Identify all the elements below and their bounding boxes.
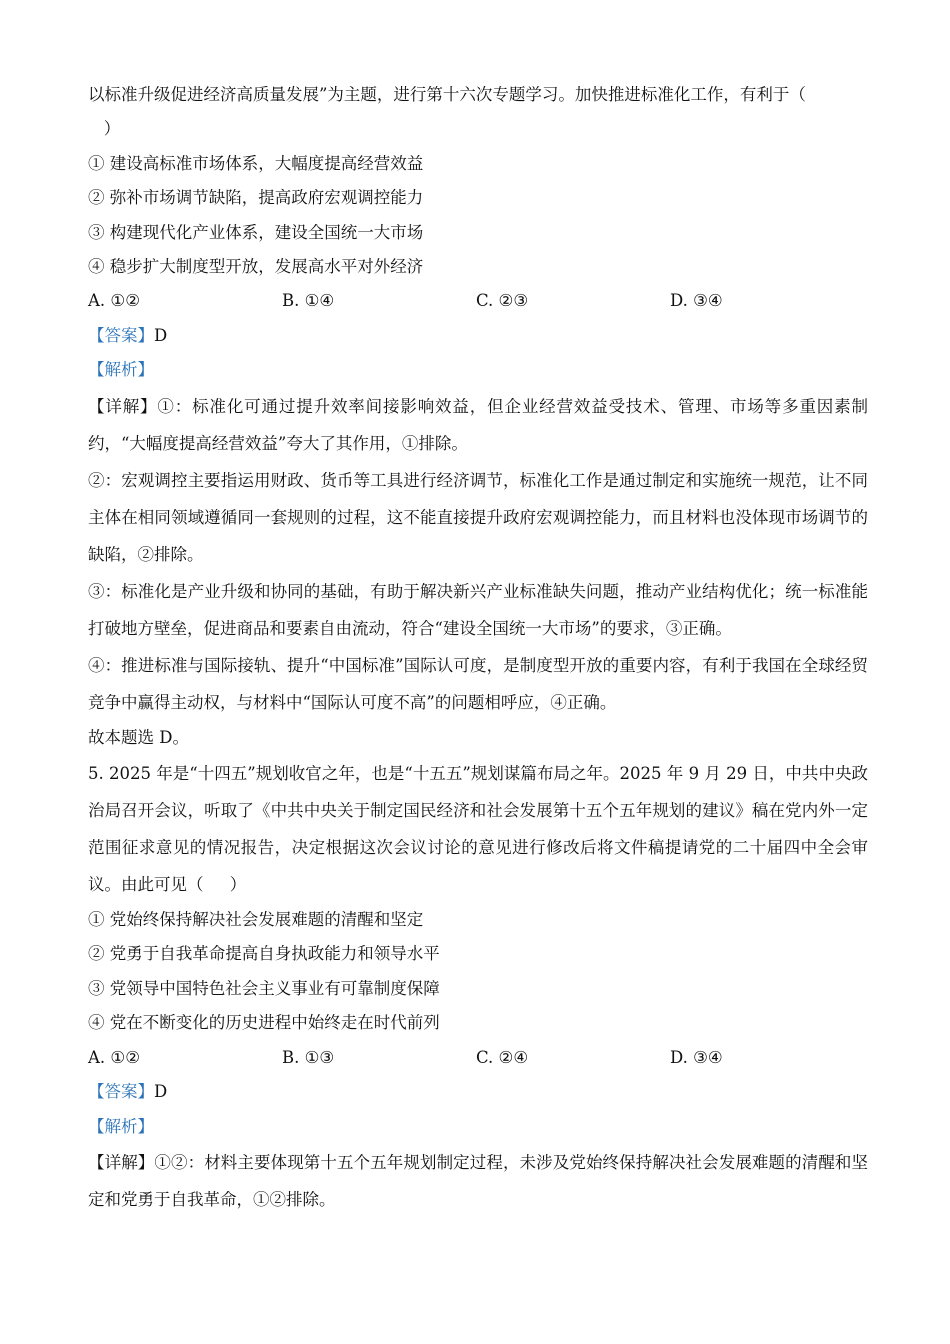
document-page bbox=[88, 78, 868, 1218]
q4-detail-1-text: ①：标准化可通过提升效率间接影响效益，但企业经营效益受技术、管理、市场等多重因素制约，“大幅度提高经营效益”夸大了其作用，①排除。 bbox=[88, 396, 869, 453]
q4-option-b: B. ①④ bbox=[282, 291, 335, 311]
q4-detail-tag: 【详解】 bbox=[88, 396, 158, 416]
q4-analysis-tag: 【解析】 bbox=[88, 360, 154, 380]
q4-detail-1 bbox=[88, 388, 868, 462]
q4-conclusion: 故本题选 D。 bbox=[88, 727, 189, 747]
q5-option-a: A. ①② bbox=[88, 1047, 140, 1067]
q4-option-d: D. ③④ bbox=[670, 291, 723, 311]
q4-stem-line1: 以标准升级促进经济高质量发展”为主题，进行第十六次专题学习。加快推进标准化工作，有利于（ bbox=[88, 85, 806, 104]
q5-option-b: B. ①③ bbox=[282, 1047, 335, 1067]
q4-detail-3: ③：标准化是产业升级和协同的基础，有助于解决新兴产业标准缺失问题，推动产业结构优化；统一标准能打破地方壁垒，促进商品和要素自由流动，符合“建设全国统一大市场”的要求，③正确。 bbox=[88, 581, 868, 638]
q5-statement-1: ① 党始终保持解决社会发展难题的清醒和坚定 bbox=[88, 910, 424, 930]
q5-option-c: C. ②④ bbox=[476, 1047, 529, 1067]
q4-option-c: C. ②③ bbox=[476, 291, 529, 311]
q5-stem: 5. 2025 年是“十四五”规划收官之年，也是“十五五”规划谋篇布局之年。2025 年 9 月 29 日，中共中央政治局召开会议，听取了《中共中央关于制定国民经济和社会发展第十五个五年规划的建议》稿在党内外一定范围征求意见的情况报告，决定根据这次会议讨论的意见进行修改后将文件稿提请党的二十届四中全会审议。由此可见（ ） bbox=[88, 764, 868, 895]
q4-options bbox=[88, 284, 868, 318]
q4-statement-2: ② 弥补市场调节缺陷，提高政府宏观调控能力 bbox=[88, 188, 424, 208]
q4-detail-2: ②：宏观调控主要指运用财政、货币等工具进行经济调节，标准化工作是通过制定和实施统一规范，让不同主体在相同领域遵循同一套规则的过程，这不能直接提升政府宏观调控能力，而且材料也没体现市场调节的缺陷，②排除。 bbox=[88, 470, 868, 564]
q4-answer-value: D bbox=[154, 325, 168, 345]
q5-answer bbox=[88, 1075, 868, 1109]
q5-answer-tag: 【答案】 bbox=[88, 1082, 154, 1102]
q4-answer-tag: 【答案】 bbox=[88, 325, 154, 345]
q5-option-d: D. ③④ bbox=[670, 1047, 723, 1067]
q4-statement-4: ④ 稳步扩大制度型开放，发展高水平对外经济 bbox=[88, 257, 424, 277]
q5-statement-4: ④ 党在不断变化的历史进程中始终走在时代前列 bbox=[88, 1013, 440, 1033]
q5-analysis-tag: 【解析】 bbox=[88, 1116, 154, 1136]
q5-options bbox=[88, 1041, 868, 1075]
q4-answer bbox=[88, 319, 868, 353]
q5-detail-1-text: ①②：材料主要体现第十五个五年规划制定过程，未涉及党始终保持解决社会发展难题的清醒和坚定和党勇于自我革命，①②排除。 bbox=[88, 1152, 869, 1209]
q5-detail-tag: 【详解】 bbox=[88, 1152, 155, 1172]
q4-stem-line2: ） bbox=[88, 119, 121, 139]
q5-statement-2: ② 党勇于自我革命提高自身执政能力和领导水平 bbox=[88, 944, 440, 964]
q4-statement-3: ③ 构建现代化产业体系，建设全国统一大市场 bbox=[88, 222, 424, 242]
q5-detail-1 bbox=[88, 1144, 868, 1218]
q4-option-a: A. ①② bbox=[88, 291, 140, 311]
q5-answer-value: D bbox=[154, 1082, 168, 1102]
q5-statement-3: ③ 党领导中国特色社会主义事业有可靠制度保障 bbox=[88, 978, 440, 998]
q4-detail-4: ④：推进标准与国际接轨、提升“中国标准”国际认可度，是制度型开放的重要内容，有利于我国在全球经贸竞争中赢得主动权，与材料中“国际认可度不高”的问题相呼应，④正确。 bbox=[88, 655, 868, 712]
q4-statement-1: ① 建设高标准市场体系，大幅度提高经营效益 bbox=[88, 153, 424, 173]
